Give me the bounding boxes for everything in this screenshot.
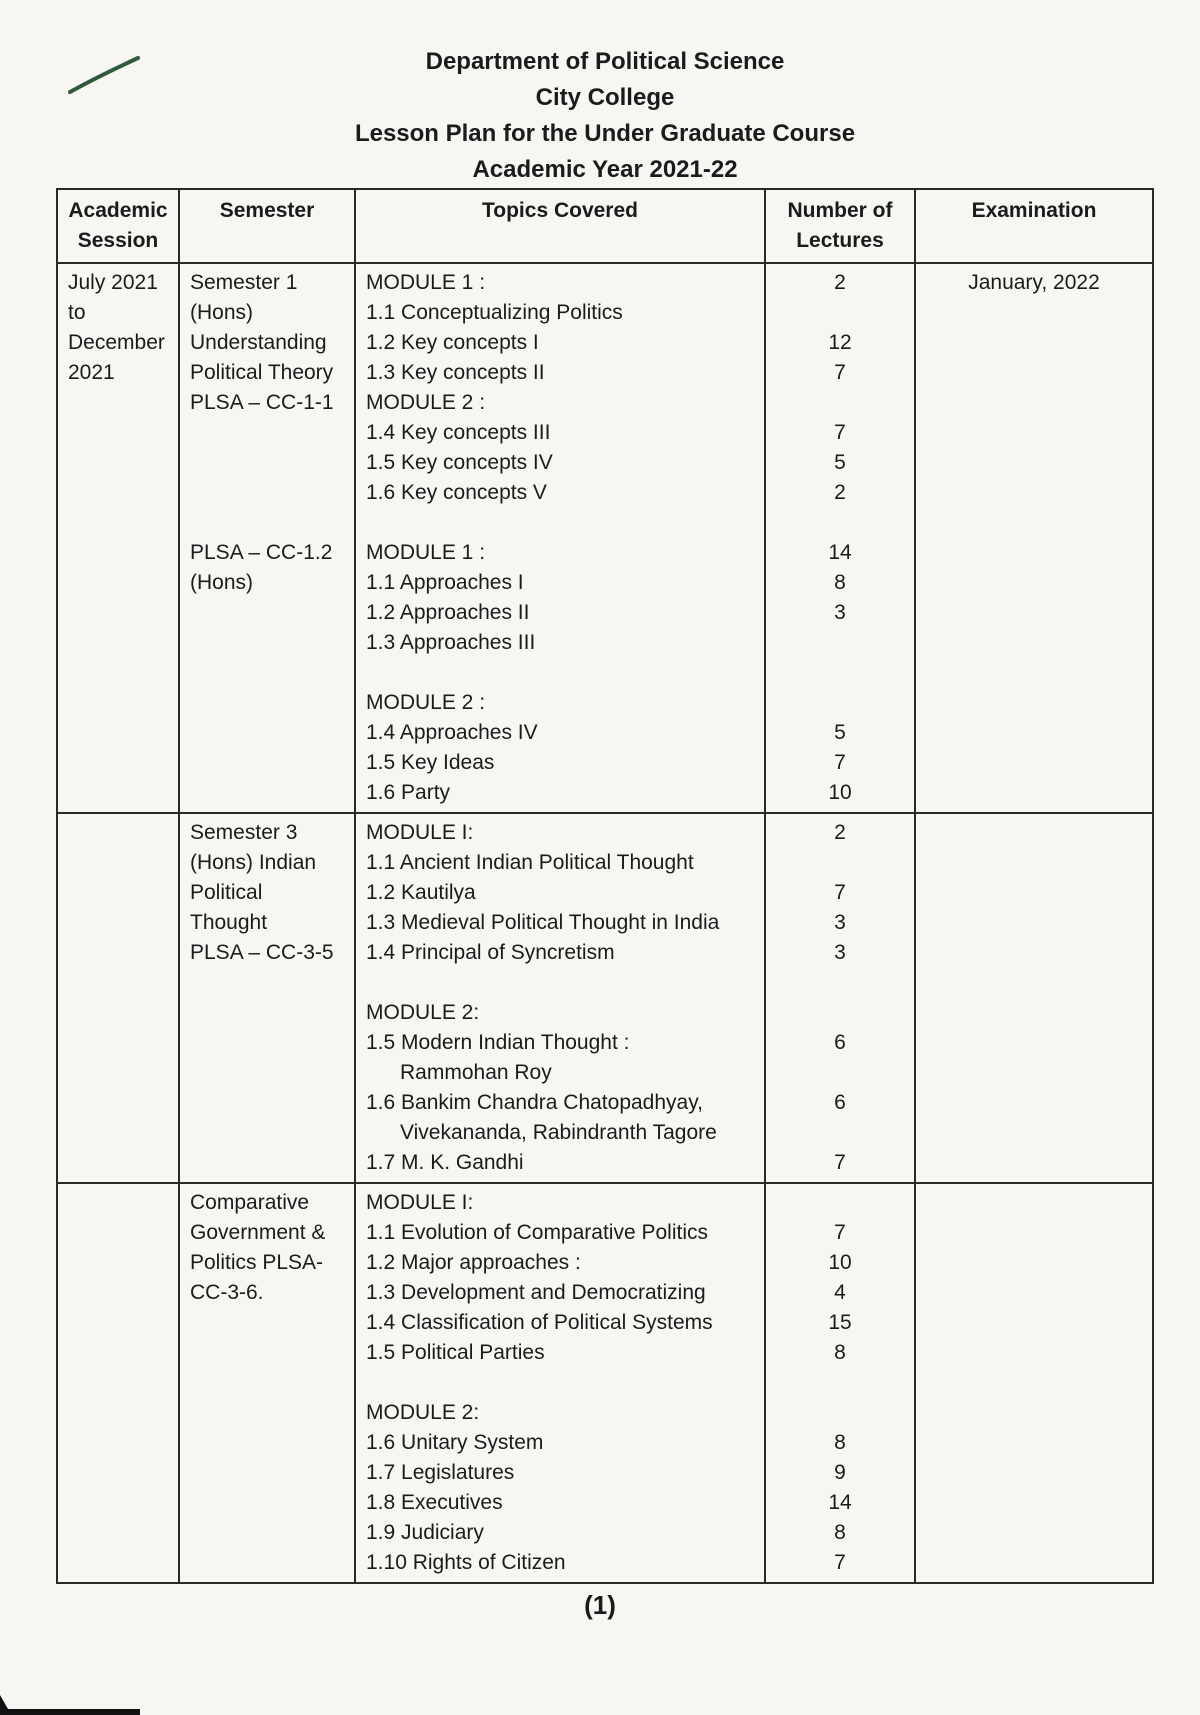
- lecture-count: 8: [834, 1521, 846, 1544]
- semester-line: [190, 448, 344, 478]
- topic-item: 1.6 Bankim Chandra Chatopadhyay,: [366, 1091, 703, 1114]
- lecture-count: 8: [834, 1431, 846, 1454]
- semester-line: [190, 418, 344, 448]
- lecture-count: 2: [834, 481, 846, 504]
- lecture-count: [776, 1398, 904, 1428]
- semester-line: Semester 3: [190, 821, 298, 844]
- lecture-count: [776, 1188, 904, 1218]
- module-heading: MODULE 2 :: [366, 391, 486, 414]
- lectures-cell: [765, 1183, 915, 1583]
- lecture-count: 3: [834, 601, 846, 624]
- header-number-of-lectures: Number of Lectures: [765, 189, 915, 263]
- document-header: [0, 44, 1200, 188]
- lecture-count: 14: [828, 1491, 852, 1514]
- scan-edge-shadow: [0, 1693, 140, 1715]
- academic-year: Academic Year 2021-22: [472, 156, 738, 183]
- examination-cell: January, 2022: [915, 263, 1153, 813]
- lecture-count: 6: [834, 1091, 846, 1114]
- topic-item: 1.1 Ancient Indian Political Thought: [366, 851, 694, 874]
- module-heading: MODULE I:: [366, 1191, 474, 1214]
- topic-item: Vivekananda, Rabindranth Tagore: [400, 1121, 717, 1144]
- topic-item: 1.1 Conceptualizing Politics: [366, 301, 623, 324]
- topic-item: 1.2 Major approaches :: [366, 1251, 581, 1274]
- topic-item: 1.5 Key Ideas: [366, 751, 495, 774]
- lecture-count: 7: [834, 1151, 846, 1174]
- lecture-count: 2: [834, 271, 846, 294]
- lecture-count: [776, 628, 904, 658]
- lecture-count: [776, 688, 904, 718]
- semester-line: Thought: [190, 911, 268, 934]
- topic-item: 1.10 Rights of Citizen: [366, 1551, 566, 1574]
- session-cell: [57, 1183, 179, 1583]
- topic-item: 1.2 Kautilya: [366, 881, 476, 904]
- topic-item: 1.5 Political Parties: [366, 1341, 545, 1364]
- topic-item: 1.3 Development and Democratizing: [366, 1281, 706, 1304]
- lecture-count: 5: [834, 721, 846, 744]
- lecture-count: [776, 848, 904, 878]
- lecture-count: 14: [828, 541, 852, 564]
- topic-item: 1.3 Medieval Political Thought in India: [366, 911, 720, 934]
- semester-line: (Hons): [190, 571, 254, 594]
- lecture-count: 15: [828, 1311, 852, 1334]
- topic-item: 1.9 Judiciary: [366, 1521, 484, 1544]
- page-number: (1): [584, 1590, 616, 1620]
- lectures-cell: [765, 263, 915, 813]
- lecture-count: [776, 388, 904, 418]
- topic-item: 1.6 Key concepts V: [366, 481, 547, 504]
- semester-line: Understanding: [190, 331, 327, 354]
- lecture-count: 7: [834, 421, 846, 444]
- semester-line: (Hons) Indian: [190, 851, 317, 874]
- lecture-count: 9: [834, 1461, 846, 1484]
- lecture-count: [776, 298, 904, 328]
- semester-line: Government &: [190, 1221, 326, 1244]
- semester-line: Political: [190, 881, 263, 904]
- examination-cell: [915, 1183, 1153, 1583]
- module-heading: MODULE 2:: [366, 1401, 480, 1424]
- semester-cell: [179, 813, 355, 1183]
- topic-item: 1.7 M. K. Gandhi: [366, 1151, 524, 1174]
- header-semester: Semester: [179, 189, 355, 263]
- lecture-count: 7: [834, 361, 846, 384]
- lecture-count: 7: [834, 1221, 846, 1244]
- lecture-count: 10: [828, 1251, 852, 1274]
- module-heading: MODULE 2 :: [366, 691, 486, 714]
- semester-line: Semester 1: [190, 271, 298, 294]
- topic-item: [366, 968, 754, 998]
- semester-line: CC-3-6.: [190, 1281, 264, 1304]
- semester-line: [190, 478, 344, 508]
- topic-item: 1.7 Legislatures: [366, 1461, 515, 1484]
- topic-item: 1.4 Approaches IV: [366, 721, 538, 744]
- lecture-count: 3: [834, 941, 846, 964]
- department-title: Department of Political Science: [425, 48, 785, 75]
- lecture-count: 6: [834, 1031, 846, 1054]
- lecture-count: 10: [828, 781, 852, 804]
- topic-item: 1.3 Key concepts II: [366, 361, 545, 384]
- topic-item: 1.1 Approaches I: [366, 571, 524, 594]
- lecture-count: 2: [834, 821, 846, 844]
- lecture-count: [776, 1368, 904, 1398]
- topic-item: 1.3 Approaches III: [366, 631, 536, 654]
- lecture-count: 7: [834, 1551, 846, 1574]
- lecture-count: [776, 998, 904, 1028]
- header-examination: Examination: [915, 189, 1153, 263]
- table-row: [57, 1183, 1153, 1583]
- lecture-count: [776, 1118, 904, 1148]
- semester-line: Comparative: [190, 1191, 310, 1214]
- semester-line: Political Theory: [190, 361, 334, 384]
- topic-item: 1.5 Modern Indian Thought :: [366, 1031, 630, 1054]
- topic-item: [366, 508, 754, 538]
- header-academic-session: Academic Session: [57, 189, 179, 263]
- lecture-count: 3: [834, 911, 846, 934]
- semester-cell: [179, 1183, 355, 1583]
- lecture-count: 4: [834, 1281, 846, 1304]
- header-topics-covered: Topics Covered: [355, 189, 765, 263]
- topic-item: Rammohan Roy: [400, 1061, 552, 1084]
- topic-item: [366, 658, 754, 688]
- topic-item: 1.6 Unitary System: [366, 1431, 544, 1454]
- lectures-cell: [765, 813, 915, 1183]
- topics-cell: [355, 263, 765, 813]
- lecture-count: [776, 508, 904, 538]
- course-title: Lesson Plan for the Under Graduate Course: [354, 120, 856, 147]
- topic-item: 1.2 Approaches II: [366, 601, 530, 624]
- semester-line: (Hons): [190, 301, 254, 324]
- lecture-count: 12: [828, 331, 852, 354]
- college-name: City College: [535, 84, 675, 111]
- lecture-count: 7: [834, 881, 846, 904]
- examination-cell: [915, 813, 1153, 1183]
- module-heading: MODULE 2:: [366, 1001, 480, 1024]
- topic-item: 1.4 Key concepts III: [366, 421, 551, 444]
- lecture-count: 7: [834, 751, 846, 774]
- lesson-plan-table: [56, 188, 1154, 1584]
- module-heading: MODULE 1 :: [366, 271, 486, 294]
- module-heading: MODULE I:: [366, 821, 474, 844]
- topic-item: 1.2 Key concepts I: [366, 331, 539, 354]
- semester-line: PLSA – CC-1.2: [190, 541, 333, 564]
- semester-line: [190, 508, 344, 538]
- session-cell: July 2021 to December 2021: [57, 263, 179, 813]
- table-header-row: [57, 189, 1153, 263]
- module-heading: MODULE 1 :: [366, 541, 486, 564]
- topic-item: 1.6 Party: [366, 781, 451, 804]
- semester-line: PLSA – CC-1-1: [190, 391, 334, 414]
- lecture-count: [776, 1058, 904, 1088]
- lecture-count: [776, 968, 904, 998]
- topic-item: 1.5 Key concepts IV: [366, 451, 553, 474]
- lecture-count: 5: [834, 451, 846, 474]
- session-cell: [57, 813, 179, 1183]
- topic-item: 1.1 Evolution of Comparative Politics: [366, 1221, 708, 1244]
- topics-cell: [355, 1183, 765, 1583]
- table-row: [57, 813, 1153, 1183]
- topic-item: 1.4 Principal of Syncretism: [366, 941, 615, 964]
- lecture-count: 8: [834, 571, 846, 594]
- lecture-count: [776, 658, 904, 688]
- lecture-count: 8: [834, 1341, 846, 1364]
- semester-line: PLSA – CC-3-5: [190, 941, 334, 964]
- topic-item: [366, 1368, 754, 1398]
- table-row: [57, 263, 1153, 813]
- topic-item: 1.8 Executives: [366, 1491, 503, 1514]
- topic-item: 1.4 Classification of Political Systems: [366, 1311, 713, 1334]
- semester-cell: [179, 263, 355, 813]
- topics-cell: [355, 813, 765, 1183]
- semester-line: Politics PLSA-: [190, 1251, 324, 1274]
